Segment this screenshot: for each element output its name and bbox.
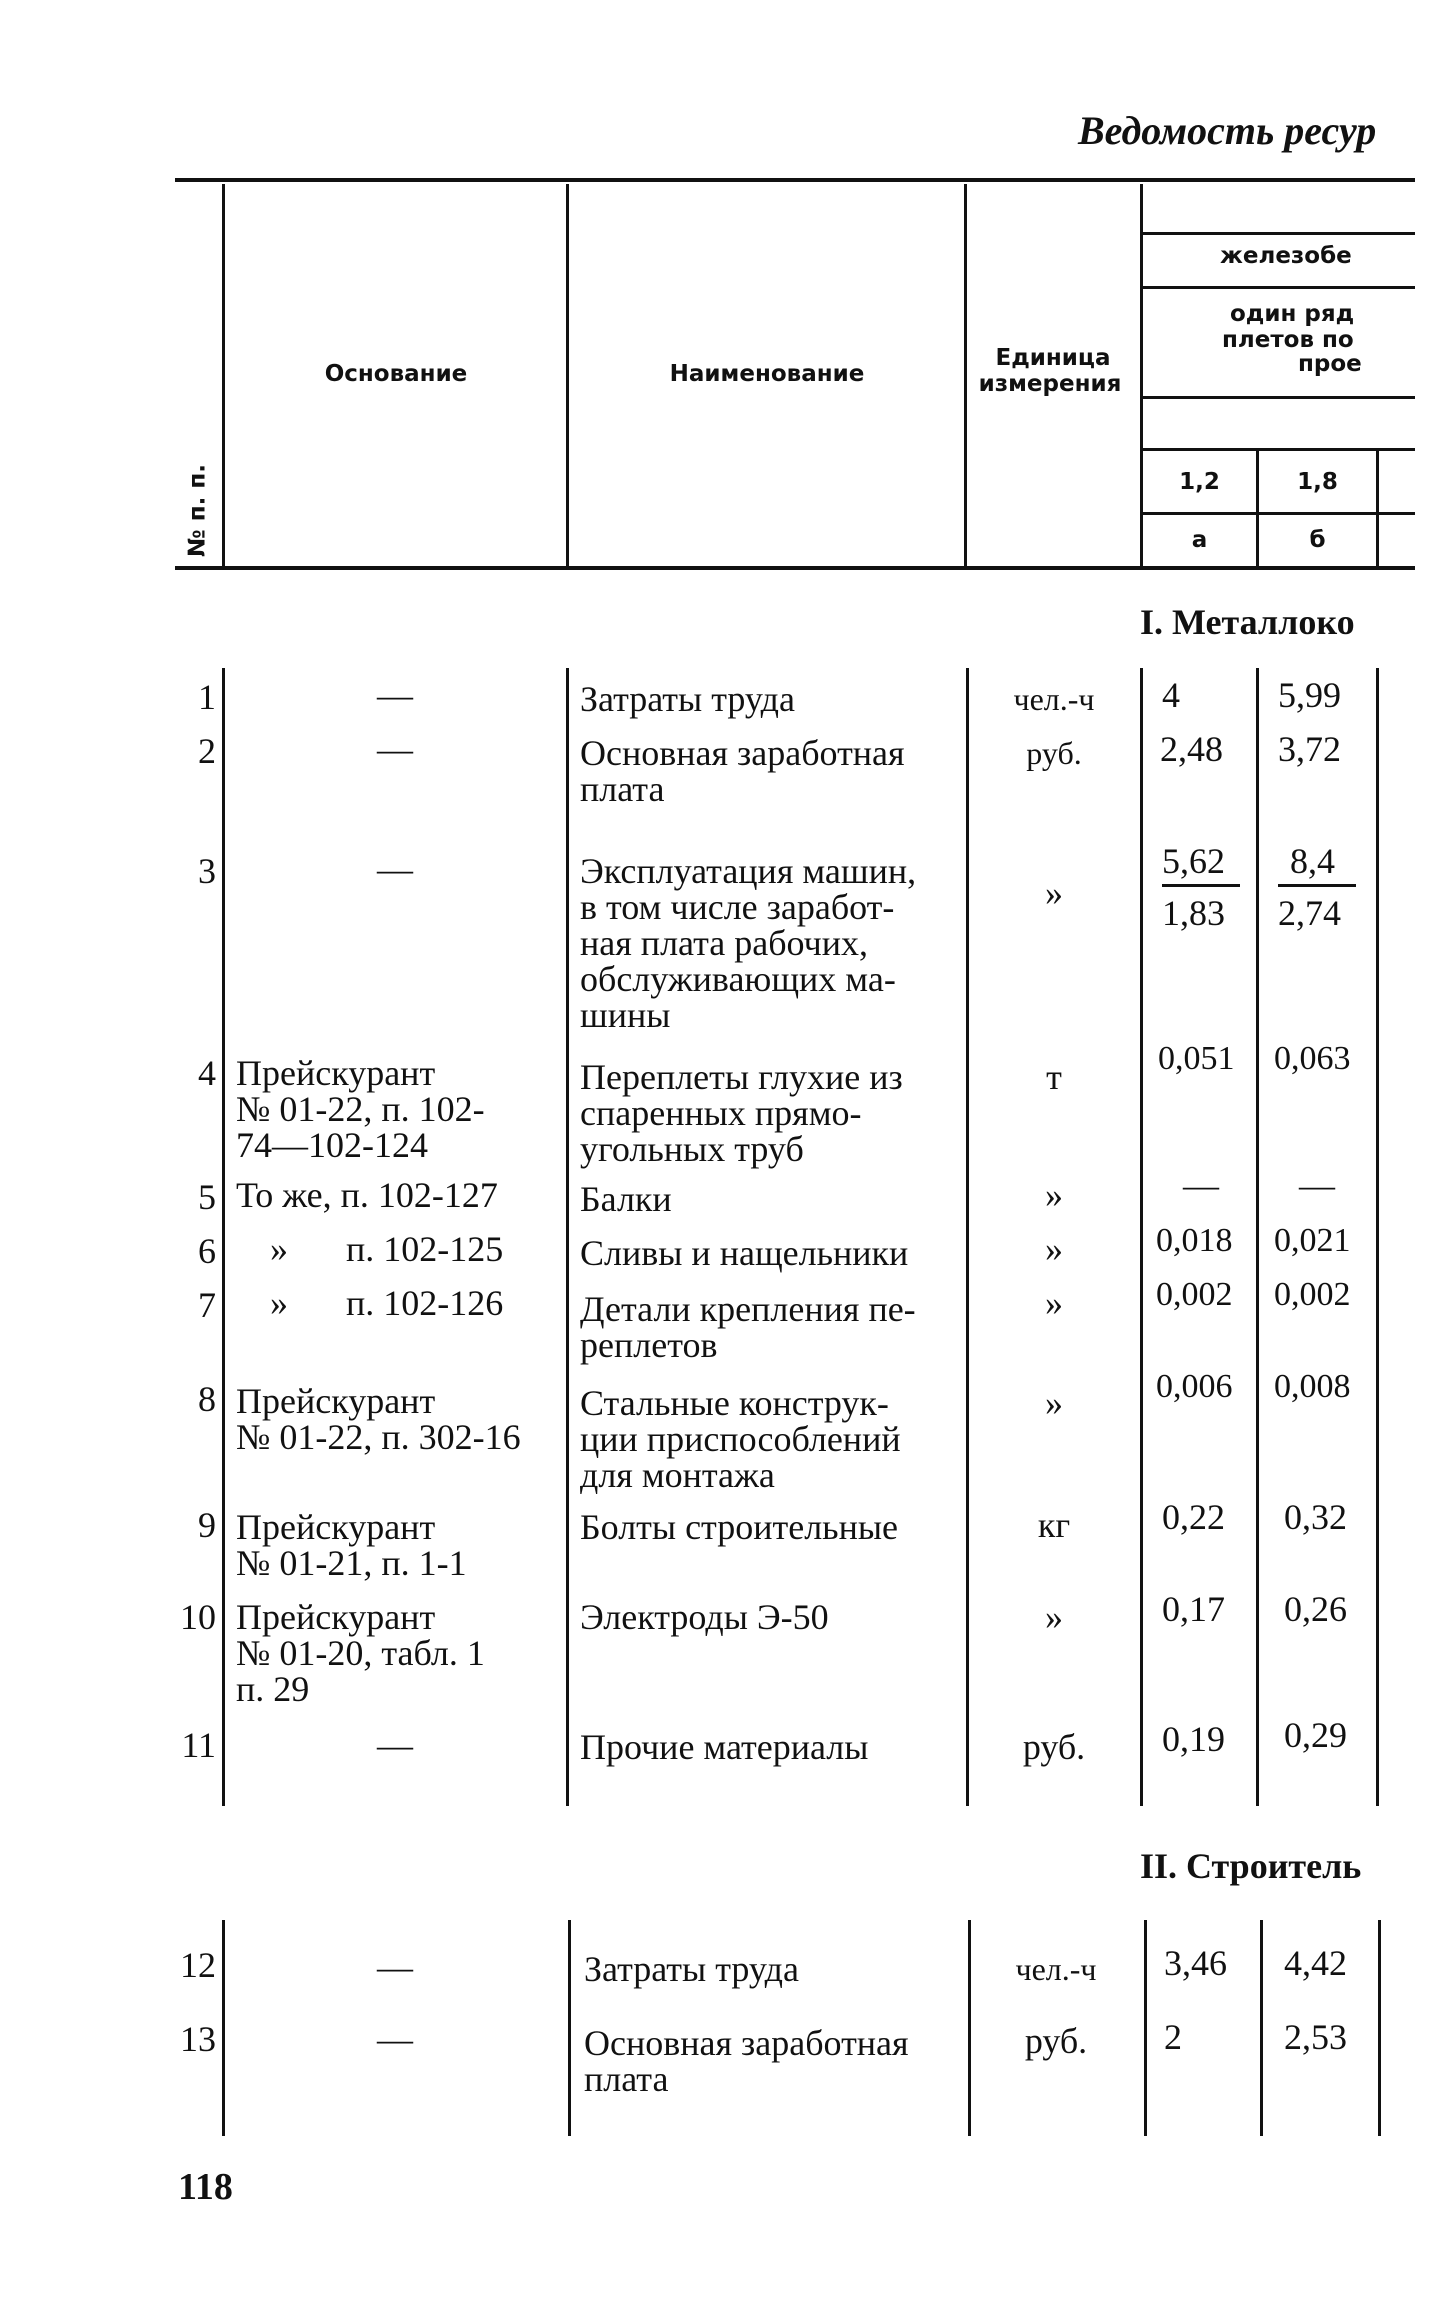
value-b-cell: 4,42 — [1284, 1943, 1347, 1983]
name-cell: Переплеты глухие из — [580, 1057, 903, 1097]
unit-cell: » — [1045, 1283, 1063, 1323]
name-cell: Балки — [580, 1179, 672, 1219]
name-cell: обслуживающих ма- — [580, 959, 896, 999]
basis-cell: Прейскурант — [236, 1507, 436, 1547]
unit-cell: » — [1045, 873, 1063, 913]
basis-cell: То же, п. 102-127 — [236, 1175, 498, 1215]
unit-cell: » — [1045, 1597, 1063, 1637]
value-b-cell: 2,74 — [1278, 893, 1341, 933]
name-cell: для монтажа — [580, 1455, 775, 1495]
row-number: 8 — [198, 1379, 216, 1419]
row-number: 4 — [198, 1053, 216, 1093]
section-title: II. Строитель — [1140, 1846, 1362, 1886]
unit-cell: » — [1045, 1175, 1063, 1215]
basis-cell: — — [377, 1947, 413, 1987]
value-b-cell: 0,021 — [1274, 1222, 1351, 1259]
name-cell: угольных труб — [580, 1129, 804, 1169]
header-divider — [566, 184, 569, 566]
name-cell: Эксплуатация машин, — [580, 851, 917, 891]
basis-cell: № 01-21, п. 1-1 — [236, 1543, 467, 1583]
basis-cell: — — [377, 729, 413, 769]
value-b-cell: 0,29 — [1284, 1715, 1347, 1755]
fraction-bar — [1162, 884, 1240, 887]
row-number: 1 — [198, 677, 216, 717]
unit-cell: » — [1045, 1383, 1063, 1423]
body-divider — [968, 1920, 971, 2136]
sub-header-2: плетов по — [1222, 327, 1354, 353]
value-b-cell: 0,063 — [1274, 1040, 1351, 1077]
unit-cell: руб. — [1026, 735, 1082, 771]
row-number: 12 — [180, 1945, 216, 1985]
value-a-cell: 4 — [1162, 675, 1180, 715]
value-b-cell: — — [1299, 1165, 1335, 1205]
basis-cell: № 01-22, п. 102- — [236, 1089, 485, 1129]
table-header-bottom-rule — [175, 566, 1415, 570]
body-divider — [566, 668, 569, 1806]
unit-cell: руб. — [1024, 2021, 1088, 2061]
row-number: 6 — [198, 1231, 216, 1271]
value-a-cell: 0,17 — [1162, 1589, 1225, 1629]
body-divider — [222, 668, 225, 1806]
name-cell: Прочие материалы — [580, 1727, 869, 1767]
name-cell: Затраты труда — [580, 679, 795, 719]
col-unit-header-2: измерения — [978, 371, 1122, 397]
col-a-letter-header: а — [1191, 527, 1208, 553]
header-subrule — [1143, 448, 1415, 451]
unit-cell: чел.-ч — [1013, 681, 1095, 717]
basis-cell: № 01-20, табл. 1 — [236, 1633, 485, 1673]
col-a-value-header: 1,2 — [1179, 469, 1220, 495]
name-cell: Болты строительные — [580, 1507, 899, 1547]
col-b-letter-header: б — [1309, 527, 1326, 553]
row-number: 9 — [198, 1505, 216, 1545]
header-subrule — [1143, 512, 1415, 515]
unit-cell: т — [1046, 1057, 1062, 1097]
basis-cell: Прейскурант — [236, 1597, 436, 1637]
value-a-cell: — — [1183, 1165, 1219, 1205]
header-subrule — [1143, 232, 1415, 235]
col-name-header: Наименование — [669, 361, 865, 387]
header-subrule — [1143, 396, 1415, 399]
name-cell: Затраты труда — [584, 1949, 799, 1989]
value-b-cell: 8,4 — [1290, 841, 1335, 881]
basis-cell: Прейскурант — [236, 1053, 436, 1093]
ditto-mark: » — [270, 1229, 288, 1269]
value-a-cell: 2 — [1164, 2017, 1182, 2057]
body-divider — [1378, 1920, 1381, 2136]
col-num-header: № п. п. — [184, 464, 211, 557]
value-b-cell: 2,53 — [1284, 2017, 1347, 2057]
name-cell: Основная заработная — [584, 2023, 909, 2063]
unit-cell: руб. — [1022, 1727, 1086, 1767]
name-cell: Электроды Э-50 — [580, 1597, 829, 1637]
basis-cell: п. 29 — [236, 1669, 310, 1709]
value-b-cell: 0,32 — [1284, 1497, 1347, 1537]
basis-cell: — — [377, 2019, 413, 2059]
name-cell: реплетов — [580, 1325, 718, 1365]
name-cell: Сливы и нащельники — [580, 1233, 909, 1273]
col-b-value-header: 1,8 — [1297, 469, 1338, 495]
sub-header-3: прое — [1298, 351, 1362, 377]
basis-cell: п. 102-125 — [346, 1229, 504, 1269]
value-b-cell: 0,008 — [1274, 1368, 1351, 1405]
row-number: 5 — [198, 1177, 216, 1217]
value-b-cell: 0,002 — [1274, 1276, 1351, 1313]
basis-cell: № 01-22, п. 302-16 — [236, 1417, 521, 1457]
value-a-cell: 5,62 — [1162, 841, 1225, 881]
value-b-cell: 3,72 — [1278, 729, 1341, 769]
body-divider — [966, 668, 969, 1806]
header-subrule — [1143, 286, 1415, 289]
unit-cell: » — [1045, 1229, 1063, 1269]
row-number: 11 — [181, 1725, 216, 1765]
group-header: железобе — [1220, 243, 1352, 269]
name-cell: Основная заработная — [580, 733, 905, 773]
col-unit-header-1: Единица — [995, 345, 1111, 371]
sub-header-1: один ряд — [1230, 301, 1355, 327]
table-top-rule — [175, 178, 1415, 182]
name-cell: в том числе заработ- — [580, 887, 895, 927]
unit-cell: кг — [1037, 1505, 1071, 1545]
section-title: I. Металлоко — [1140, 602, 1355, 642]
name-cell: Стальные конструк- — [580, 1383, 889, 1423]
running-header: Ведомость ресур — [1078, 108, 1377, 153]
value-a-cell: 0,002 — [1156, 1276, 1233, 1313]
name-cell: Детали крепления пе- — [580, 1289, 916, 1329]
header-divider — [1376, 448, 1379, 566]
basis-cell: — — [377, 675, 413, 715]
body-divider — [1376, 668, 1379, 1806]
basis-cell: — — [377, 849, 413, 889]
value-b-cell: 0,26 — [1284, 1589, 1347, 1629]
fraction-bar — [1278, 884, 1356, 887]
body-divider — [1144, 1920, 1147, 2136]
basis-cell: 74—102-124 — [236, 1125, 428, 1165]
value-a-cell: 1,83 — [1162, 893, 1225, 933]
value-a-cell: 0,006 — [1156, 1368, 1233, 1405]
header-divider — [222, 184, 225, 566]
basis-cell: Прейскурант — [236, 1381, 436, 1421]
row-number: 3 — [198, 851, 216, 891]
value-b-cell: 5,99 — [1278, 675, 1341, 715]
ditto-mark: » — [270, 1283, 288, 1323]
row-number: 2 — [198, 731, 216, 771]
row-number: 10 — [180, 1597, 216, 1637]
row-number: 7 — [198, 1285, 216, 1325]
name-cell: плата — [584, 2059, 669, 2099]
body-divider — [1256, 668, 1259, 1806]
basis-cell: — — [377, 1725, 413, 1765]
name-cell: спаренных прямо- — [580, 1093, 862, 1133]
value-a-cell: 0,051 — [1158, 1040, 1235, 1077]
value-a-cell: 0,018 — [1156, 1222, 1233, 1259]
name-cell: шины — [580, 995, 671, 1035]
body-divider — [1140, 668, 1143, 1806]
basis-cell: п. 102-126 — [346, 1283, 504, 1323]
col-basis-header: Основание — [324, 361, 468, 387]
unit-cell: чел.-ч — [1015, 1951, 1097, 1987]
value-a-cell: 2,48 — [1160, 729, 1223, 769]
value-a-cell: 3,46 — [1164, 1943, 1227, 1983]
row-number: 13 — [180, 2019, 216, 2059]
value-a-cell: 0,19 — [1162, 1719, 1225, 1759]
body-divider — [568, 1920, 571, 2136]
name-cell: ная плата рабочих, — [580, 923, 868, 963]
name-cell: плата — [580, 769, 665, 809]
body-divider — [222, 1920, 225, 2136]
body-divider — [1260, 1920, 1263, 2136]
value-a-cell: 0,22 — [1162, 1497, 1225, 1537]
name-cell: ции приспособлений — [580, 1419, 901, 1459]
page-number: 118 — [178, 2166, 233, 2208]
